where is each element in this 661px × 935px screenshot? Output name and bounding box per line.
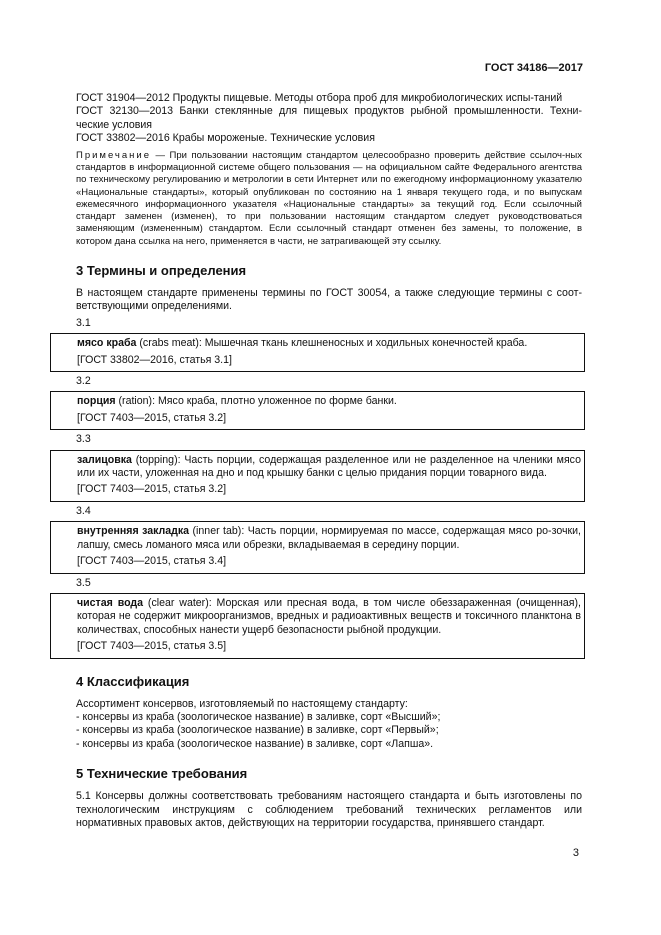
term-english: (crabs meat) bbox=[139, 337, 199, 350]
term-english: (ration) bbox=[118, 395, 153, 408]
note-label: Примечание bbox=[76, 149, 151, 161]
term-number: 3.3 bbox=[76, 433, 91, 446]
term-box bbox=[50, 593, 585, 659]
term-source: [ГОСТ 7403—2015, статья 3.5] bbox=[77, 640, 227, 653]
section-4-intro: Ассортимент консервов, изготовляемый по настоящему стандарту: bbox=[76, 697, 408, 710]
section-3-title: 3 Термины и определения bbox=[76, 263, 247, 278]
section-4-title: 4 Классификация bbox=[76, 673, 190, 689]
term-name: залицовка bbox=[77, 453, 132, 466]
note-text: — При пользовании настоящим стандартом целесообразно проверить действие ссылоч-ных стандартов в информационной системе общего пользования — на официальном сайте Федерального агентства по техническому регулированию и метрологии в сети Интернет или по ежегодному информационному указателю «Национальные стандарты», который опубликован по состоянию на 1 января текущего года, и по выпускам ежемесячного информационного указателя «Национальные стандарты» за текущий год. Если ссылочный стандарт заменен (изменен), то при пользовании настоящим стандартом следует руководствоваться заменяющим (измененным) стандартом. Если ссылочный стандарт отменен без замены, то положение, в котором дана ссылка на него, применяется в части, не затрагивающей эту ссылку. bbox=[76, 149, 582, 247]
term-entry bbox=[76, 505, 582, 574]
term-box bbox=[50, 521, 585, 573]
term-name: внутренняя закладка bbox=[77, 525, 190, 538]
term-entry bbox=[76, 577, 582, 659]
section-5-paragraph: 5.1 Консервы должны соответствовать требованиям настоящего стандарта и быть изготовлены по технологическим инструкциям с соблюдением требований технических регламентов или нормативных правовых актов, действующих на территории государства, принявшего стандарт. bbox=[76, 790, 582, 829]
reference-item: ГОСТ 31904—2012 Продукты пищевые. Методы отбора проб для микробиологических испы-таний bbox=[76, 92, 563, 104]
term-number: 3.2 bbox=[76, 375, 91, 388]
term-source: [ГОСТ 7403—2015, статья 3.4] bbox=[77, 555, 227, 568]
section-5-title: 5 Технические требования bbox=[76, 766, 248, 782]
term-name: порция bbox=[77, 395, 116, 408]
term-box bbox=[50, 450, 585, 502]
term-source: [ГОСТ 7403—2015, статья 3.2] bbox=[77, 483, 227, 496]
term-number: 3.5 bbox=[76, 576, 91, 589]
term-entry bbox=[76, 317, 582, 372]
term-name: мясо краба bbox=[77, 337, 137, 350]
term-definition: : Часть порции, содержащая разделенное или не разделенное на членики мясо или их части, уложенная на дно и под крышку банки с целью придания порции товарного вида. bbox=[77, 453, 581, 480]
term-name: чистая вода bbox=[77, 596, 144, 609]
term-english: (inner tab) bbox=[192, 525, 242, 538]
term-definition: : Часть порции, нормируемая по массе, содержащая мясо ро-зочки, лапшу, смесь ломаного мяса или обрезки, вкладываемая в середину порции. bbox=[77, 525, 581, 551]
term-box bbox=[50, 333, 585, 372]
section-3-intro: В настоящем стандарте применены термины по ГОСТ 30054, а также следующие термины с соот-ветствующими определениями. bbox=[76, 287, 582, 313]
term-english: (clear water) bbox=[147, 596, 209, 609]
reference-item: ГОСТ 32130—2013 Банки стеклянные для пищевых продуктов рыбной промышленности. Техни-ческие условия bbox=[76, 105, 582, 131]
page-number: 3 bbox=[572, 847, 579, 859]
term-entry bbox=[76, 375, 582, 430]
reference-item: ГОСТ 33802—2016 Крабы мороженые. Технические условия bbox=[76, 132, 375, 145]
term-number: 3.1 bbox=[76, 316, 91, 329]
classification-list bbox=[76, 698, 582, 752]
term-source: [ГОСТ 33802—2016, статья 3.1] bbox=[77, 353, 232, 366]
standard-header: ГОСТ 34186—2017 bbox=[484, 62, 583, 74]
page-content bbox=[76, 92, 582, 830]
term-entry bbox=[76, 433, 582, 502]
term-number: 3.4 bbox=[76, 504, 91, 517]
term-english: (topping) bbox=[135, 453, 178, 466]
terms-list bbox=[76, 317, 582, 659]
term-definition: : Мышечная ткань клешненосных и ходильных конечностей краба. bbox=[198, 337, 528, 350]
list-item: - консервы из краба (зоологическое название) в заливке, сорт «Высший»; bbox=[76, 710, 441, 723]
term-box bbox=[50, 391, 585, 430]
list-item: - консервы из краба (зоологическое название) в заливке, сорт «Лапша». bbox=[76, 737, 434, 750]
list-item: - консервы из краба (зоологическое название) в заливке, сорт «Первый»; bbox=[76, 724, 439, 737]
note-paragraph bbox=[76, 150, 582, 248]
reference-list bbox=[76, 92, 582, 146]
term-definition: : Морская или пресная вода, в том числе обеззараженная (очищенная), которая не содержит микроорганизмов, вредных и радиоактивных веществ и токсичного планктона в количествах, способных нанести ущерб безопасности рыбной продукции. bbox=[77, 596, 581, 636]
term-source: [ГОСТ 7403—2015, статья 3.2] bbox=[77, 411, 227, 424]
term-definition: : Мясо краба, плотно уложенное по форме банки. bbox=[152, 395, 397, 408]
